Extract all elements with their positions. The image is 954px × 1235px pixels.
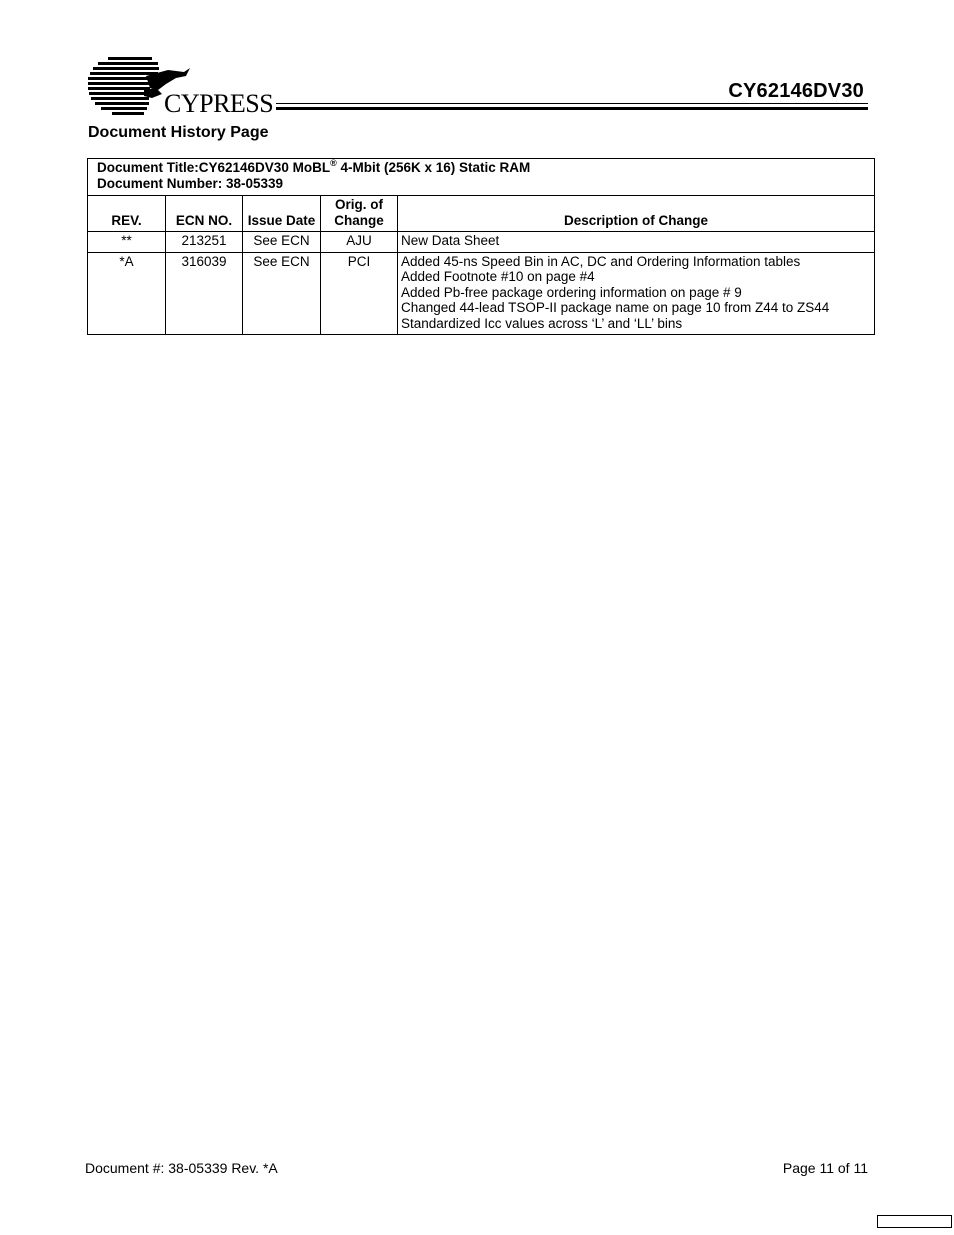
cell-description: [398, 252, 875, 335]
column-header-orig: Orig. of Change: [321, 196, 398, 232]
column-header-rev: REV.: [88, 196, 166, 232]
cell-issue-date: See ECN: [243, 252, 321, 335]
section-title: Document History Page: [88, 124, 269, 141]
description-line: Added Pb-free package ordering information on page # 9: [401, 284, 742, 300]
cell-ecn: 316039: [166, 252, 243, 335]
cypress-logo: [86, 54, 276, 120]
cell-rev: **: [88, 232, 166, 253]
footer-page-number: Page 11 of 11: [782, 1160, 868, 1176]
cell-orig: AJU: [321, 232, 398, 253]
cell-orig: PCI: [321, 252, 398, 335]
column-header-description: Description of Change: [398, 196, 875, 232]
table-row: [88, 252, 875, 335]
table-header-row: [88, 196, 875, 232]
description-line: Changed 44-lead TSOP-II package name on page 10 from Z44 to ZS44: [401, 300, 830, 315]
header-rule-thin: [276, 103, 868, 104]
description-line: Standardized Icc values across ‘L’ and ‘LL’ bins: [401, 315, 683, 331]
description-line: New Data Sheet: [401, 233, 500, 248]
cell-issue-date: See ECN: [243, 232, 321, 253]
column-header-ecn: ECN NO.: [166, 196, 243, 232]
table-title-row: [88, 159, 875, 196]
document-number: Document Number: 38-05339: [97, 175, 284, 191]
logo-wordmark: CYPRESS: [164, 89, 274, 118]
document-title: Document Title:CY62146DV30 MoBL® 4-Mbit (256K x 16) Static RAM: [97, 157, 531, 175]
column-header-issue-date: Issue Date: [243, 196, 321, 232]
cell-description: [398, 232, 875, 253]
table-title-cell: [88, 159, 875, 196]
cell-ecn: 213251: [166, 232, 243, 253]
cell-rev: *A: [88, 252, 166, 335]
footer-document-ref: Document #: 38-05339 Rev. *A: [85, 1160, 278, 1176]
header-rule-thick: [276, 107, 868, 110]
description-line: Added Footnote #10 on page #4: [401, 269, 595, 284]
feedback-box[interactable]: [877, 1215, 952, 1228]
description-line: Added 45-ns Speed Bin in AC, DC and Ordering Information tables: [401, 253, 801, 269]
document-history-table: [87, 158, 875, 335]
part-number: CY62146DV30: [728, 80, 864, 102]
table-row: [88, 232, 875, 253]
